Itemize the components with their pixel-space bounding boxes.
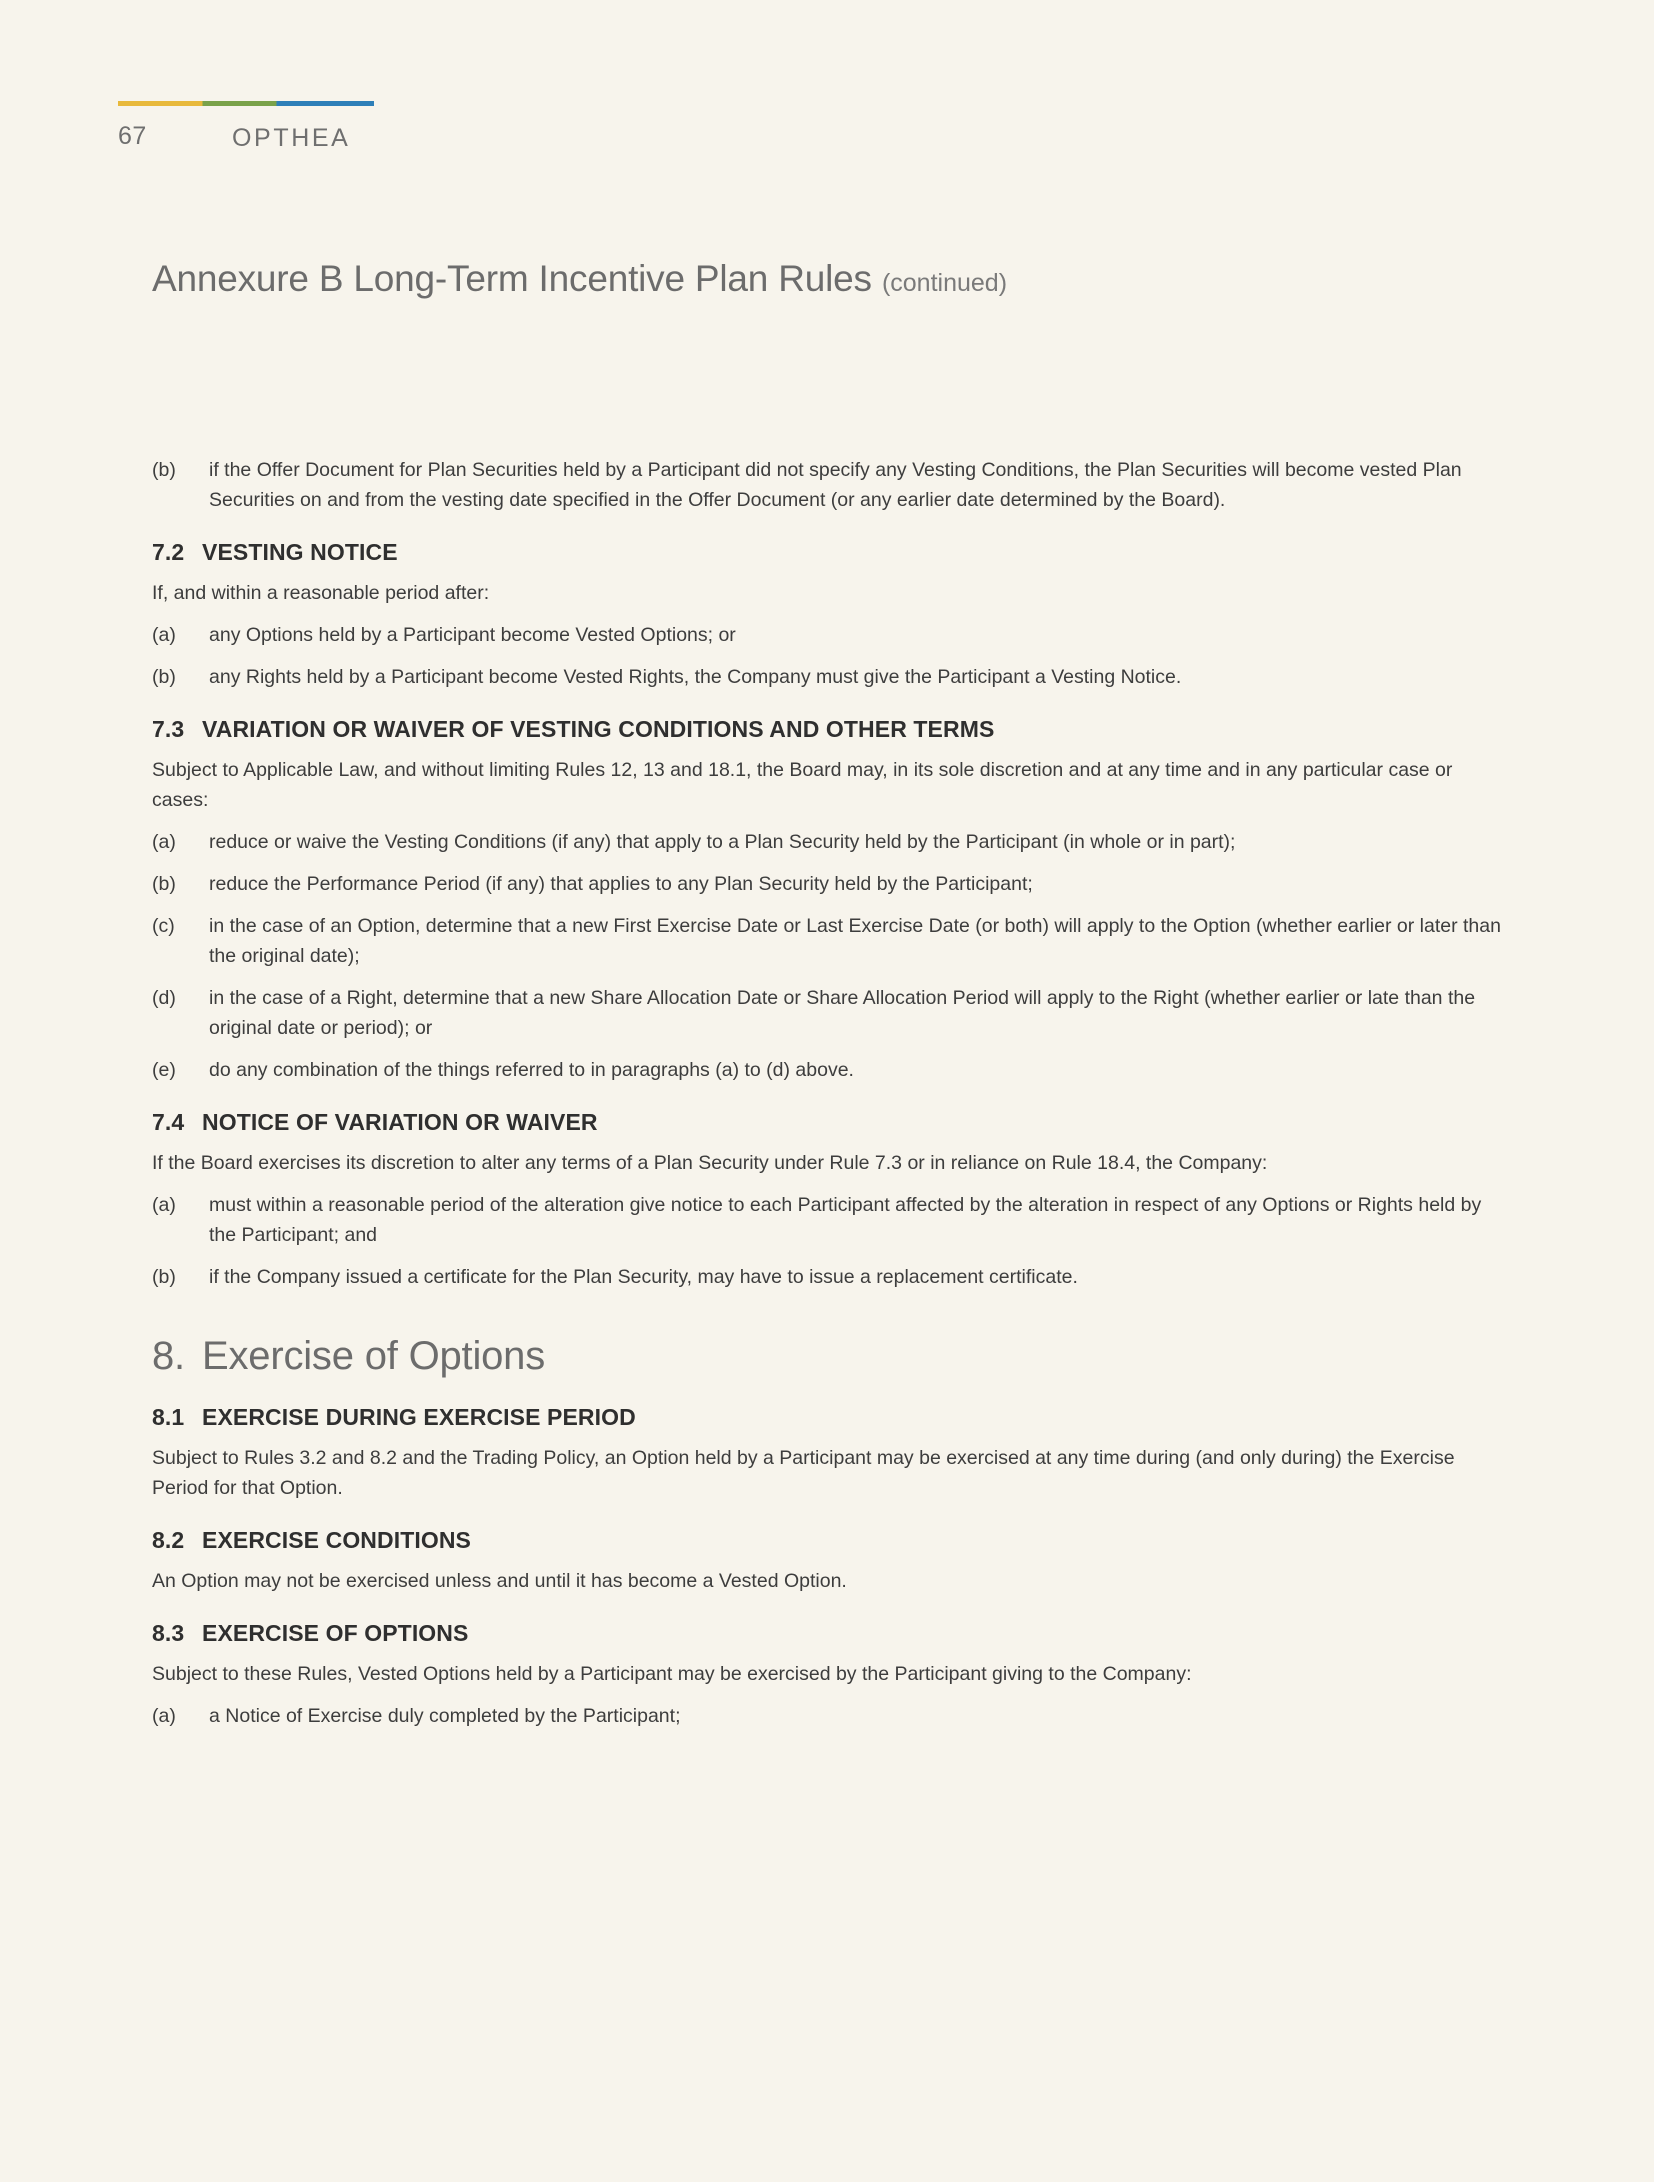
- list-item: [152, 983, 1502, 1043]
- list-item-marker: (a): [152, 1705, 176, 1727]
- section-heading-7-3: [152, 714, 1502, 744]
- section-lead-8-1: Subject to Rules 3.2 and 8.2 and the Trading Policy, an Option held by a Participant may be exercised at any time during (and only during) the Exercise Period for that Option.: [152, 1447, 1455, 1499]
- page-number: 67: [118, 122, 147, 150]
- section-heading-8-1: [152, 1402, 1502, 1432]
- list-item-text: reduce the Performance Period (if any) that applies to any Plan Security held by the Participant;: [209, 873, 1033, 895]
- list-item-marker: (b): [152, 459, 176, 481]
- list-item-text: must within a reasonable period of the alteration give notice to each Participant affected by the alteration in respect of any Options or Rights held by the Participant; and: [209, 1194, 1482, 1246]
- section-title: EXERCISE OF OPTIONS: [202, 1620, 469, 1646]
- list-item-text: reduce or waive the Vesting Conditions (if any) that apply to a Plan Security held by the Participant (in whole or in part);: [209, 831, 1236, 853]
- list-item-marker: (a): [152, 624, 176, 646]
- brand-rule-divider: [118, 101, 374, 106]
- section-number: 8.3: [152, 1620, 185, 1646]
- major-section-number: 8.: [152, 1334, 185, 1378]
- list-item-text: any Options held by a Participant become Vested Options; or: [209, 624, 736, 646]
- section-number: 8.1: [152, 1404, 185, 1430]
- brand-wordmark: OPTHEA: [232, 124, 351, 152]
- section-number: 7.2: [152, 539, 185, 565]
- section-title: VESTING NOTICE: [202, 539, 398, 565]
- page-title-continued: (continued): [881, 269, 1008, 297]
- section-lead-8-3: Subject to these Rules, Vested Options held by a Participant may be exercised by the Participant giving to the Company:: [152, 1663, 1192, 1685]
- section-number: 7.3: [152, 716, 185, 742]
- section-lead-7-4: If the Board exercises its discretion to alter any terms of a Plan Security under Rule 7.3 or in reliance on Rule 18.4, the Company:: [152, 1152, 1268, 1174]
- section-heading-7-4: [152, 1107, 1502, 1137]
- document-body: [152, 455, 1502, 1743]
- list-item-text: if the Offer Document for Plan Securities held by a Participant did not specify any Vesting Conditions, the Plan Securities will become vested Plan Securities on and from the vesting date specified in the Offer Document (or any earlier date determined by the Board).: [209, 459, 1462, 511]
- page-title-main: Annexure B Long-Term Incentive Plan Rules: [152, 258, 872, 299]
- major-section-heading-8: [152, 1332, 1502, 1380]
- list-item-text: a Notice of Exercise duly completed by the Participant;: [209, 1705, 681, 1727]
- section-heading-7-2: [152, 537, 1502, 567]
- list-item-text: in the case of an Option, determine that a new First Exercise Date or Last Exercise Date (or both) will apply to the Option (whether earlier or later than the original date);: [209, 915, 1501, 967]
- list-item: [152, 455, 1502, 515]
- list-item-marker: (a): [152, 831, 176, 853]
- section-lead-8-2: An Option may not be exercised unless and until it has become a Vested Option.: [152, 1570, 847, 1592]
- section-heading-8-3: [152, 1618, 1502, 1648]
- major-section-title: Exercise of Options: [202, 1334, 546, 1378]
- section-title: EXERCISE CONDITIONS: [202, 1527, 471, 1553]
- section-lead-7-3: Subject to Applicable Law, and without limiting Rules 12, 13 and 18.1, the Board may, in its sole discretion and at any time and in any particular case or cases:: [152, 759, 1453, 811]
- section-number: 8.2: [152, 1527, 185, 1553]
- list-item-marker: (d): [152, 987, 176, 1009]
- list-item-marker: (b): [152, 1266, 176, 1288]
- section-title: NOTICE OF VARIATION OR WAIVER: [202, 1109, 598, 1135]
- list-item-marker: (b): [152, 666, 176, 688]
- list-item: [152, 1190, 1502, 1250]
- list-item-text: any Rights held by a Participant become Vested Rights, the Company must give the Participant a Vesting Notice.: [209, 666, 1182, 688]
- list-item-text: if the Company issued a certificate for the Plan Security, may have to issue a replacement certificate.: [209, 1266, 1078, 1288]
- list-item-marker: (a): [152, 1194, 176, 1216]
- section-title: VARIATION OR WAIVER OF VESTING CONDITIONS AND OTHER TERMS: [202, 716, 995, 742]
- section-heading-8-2: [152, 1525, 1502, 1555]
- section-title: EXERCISE DURING EXERCISE PERIOD: [202, 1404, 636, 1430]
- list-item: [152, 827, 1502, 857]
- list-item: [152, 1701, 1502, 1731]
- list-item: [152, 1055, 1502, 1085]
- list-item-marker: (b): [152, 873, 176, 895]
- page-title: [152, 258, 1007, 300]
- list-item: [152, 869, 1502, 899]
- section-lead-7-2: If, and within a reasonable period after:: [152, 582, 490, 604]
- list-item-marker: (e): [152, 1059, 176, 1081]
- list-item: [152, 1262, 1502, 1292]
- list-item: [152, 662, 1502, 692]
- list-item: [152, 620, 1502, 650]
- list-item: [152, 911, 1502, 971]
- list-item-text: in the case of a Right, determine that a new Share Allocation Date or Share Allocation Period will apply to the Right (whether earlier or late than the original date or period); or: [209, 987, 1476, 1039]
- section-number: 7.4: [152, 1109, 185, 1135]
- list-item-text: do any combination of the things referred to in paragraphs (a) to (d) above.: [209, 1059, 854, 1081]
- list-item-marker: (c): [152, 915, 175, 937]
